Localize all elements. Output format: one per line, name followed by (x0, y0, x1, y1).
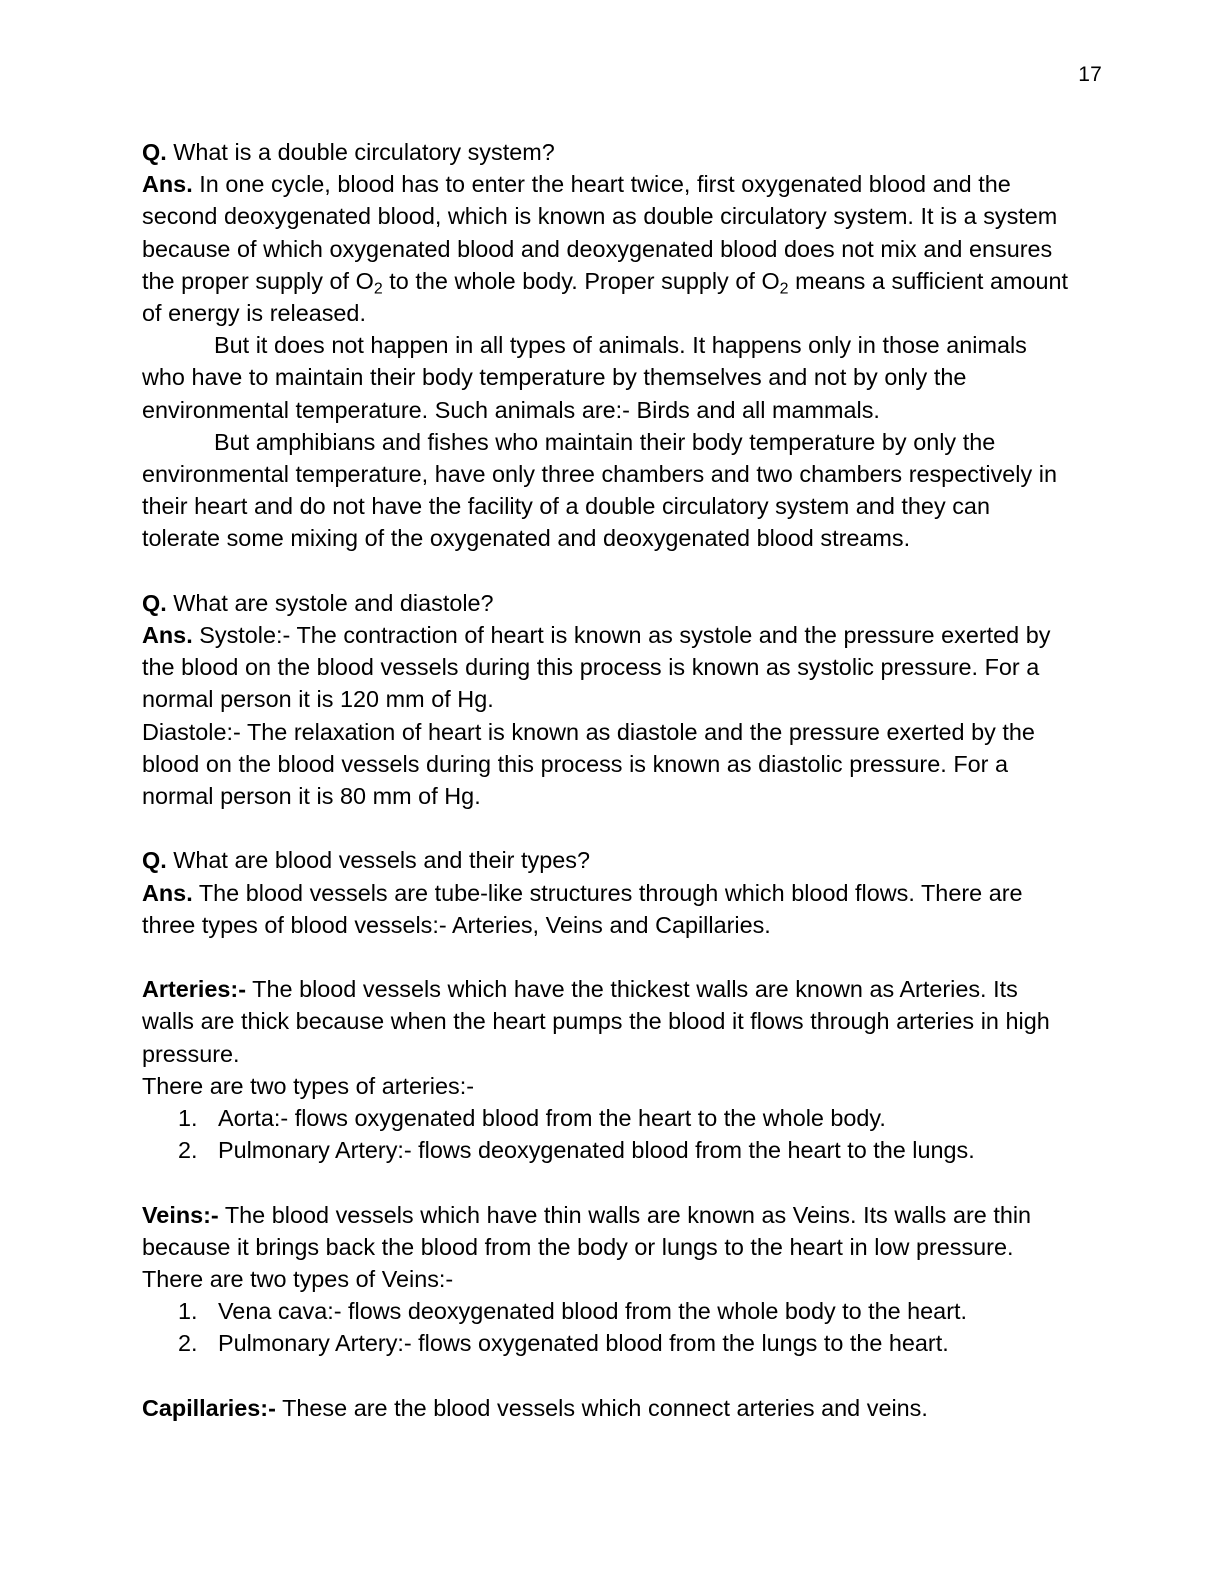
answer-text: The blood vessels are tube-like structures through which blood flows. There are three types of blood vessels:- Arteries, Veins and Capillaries. (142, 879, 1023, 938)
answer-label: Ans. (142, 171, 193, 198)
list-item-number: 1. (178, 1298, 198, 1325)
arteries-list (142, 1102, 1070, 1166)
question-text: What are systole and diastole? (166, 589, 494, 616)
answer-text-part1: In one cycle, blood has to enter the heart twice, first oxygenated blood and the second deoxygenated blood, which is known as double circulatory system. It is a system because of which oxygenated blood and deoxygenated blood does not mix and ensures the proper supply of O (142, 171, 1058, 294)
answer-systole (142, 619, 1070, 716)
list-item (142, 1295, 1070, 1327)
list-item-number: 1. (178, 1105, 198, 1132)
list-item (142, 1134, 1070, 1166)
answer-text-part3: means a sufficient amount of energy is released. (142, 267, 1069, 327)
capillaries-heading: Capillaries:- (142, 1394, 276, 1421)
capillaries-body: These are the blood vessels which connect arteries and veins. (275, 1394, 928, 1421)
section-spacer (142, 1166, 1070, 1198)
question-text: What is a double circulatory system? (166, 139, 555, 165)
list-item-number: 2. (178, 1137, 198, 1164)
section-spacer (142, 1360, 1070, 1392)
page-number: 17 (1078, 63, 1102, 86)
answer-text: Systole:- The contraction of heart is known as systole and the pressure exerted by the blood on the blood vessels during this process is known as systolic pressure. For a normal person it is 120 mm of Hg. (142, 622, 1051, 713)
section-spacer (142, 812, 1070, 844)
subscript-oxygen-2: 2 (779, 280, 789, 298)
arteries-heading: Arteries:- (142, 976, 246, 1003)
veins-body: The blood vessels which have thin walls are known as Veins. Its walls are thin because it brings back the blood from the body or lungs to the heart in low pressure. (142, 1201, 1032, 1260)
question-systole-diastole (142, 587, 1070, 619)
answer-label: Ans. (142, 879, 193, 906)
veins-heading: Veins:- (142, 1201, 219, 1228)
question-label: Q. (142, 589, 167, 616)
capillaries-paragraph (142, 1392, 1070, 1424)
list-item-text: Pulmonary Artery:- flows oxygenated blood from the lungs to the heart. (218, 1330, 949, 1357)
veins-paragraph (142, 1199, 1070, 1263)
question-label: Q. (142, 139, 167, 165)
arteries-paragraph (142, 973, 1070, 1070)
list-item (142, 1102, 1070, 1134)
section-spacer (142, 941, 1070, 973)
veins-list-intro: There are two types of Veins:- (142, 1266, 454, 1293)
paragraph-animal-types: But it does not happen in all types of animals. It happens only in those animals who have to maintain their body temperature by themselves and not by only the environmental temperature. Such animals are:- Birds and all mammals. (142, 332, 1027, 423)
list-item (142, 1327, 1070, 1359)
question-double-circulatory-system (142, 136, 1070, 168)
list-item-text: Pulmonary Artery:- flows deoxygenated blood from the heart to the lungs. (218, 1137, 975, 1164)
subscript-oxygen-1: 2 (373, 280, 383, 298)
list-item-text: Vena cava:- flows deoxygenated blood from the whole body to the heart. (218, 1298, 967, 1325)
paragraph-amphibians-fishes: But amphibians and fishes who maintain their body temperature by only the environmental temperature, have only three chambers and two chambers respectively in their heart and do not have the facility of a double circulatory system and they can tolerate some mixing of the oxygenated and deoxygenated blood streams. (142, 428, 1057, 552)
section-spacer (142, 555, 1070, 587)
answer-blood-vessels (142, 877, 1070, 941)
question-label: Q. (142, 847, 167, 874)
answer-text-part2: to the whole body. Proper supply of O (382, 267, 780, 294)
question-blood-vessels (142, 844, 1070, 876)
answer-diastole: Diastole:- The relaxation of heart is known as diastole and the pressure exerted by the blood on the blood vessels during this process is known as diastolic pressure. For a normal person it is 80 mm of Hg. (142, 718, 1035, 810)
list-item-text: Aorta:- flows oxygenated blood from the heart to the whole body. (218, 1105, 886, 1132)
arteries-body: The blood vessels which have the thickest walls are known as Arteries. Its walls are thick because when the heart pumps the blood it flows through arteries in high pressure. (142, 976, 1050, 1067)
answer-label: Ans. (142, 622, 193, 649)
list-item-number: 2. (178, 1330, 198, 1357)
question-text: What are blood vessels and their types? (166, 847, 590, 874)
arteries-list-intro: There are two types of arteries:- (142, 1072, 475, 1099)
veins-list (142, 1295, 1070, 1359)
answer-double-circulatory-system (142, 168, 1070, 329)
document-body (142, 136, 1070, 1424)
